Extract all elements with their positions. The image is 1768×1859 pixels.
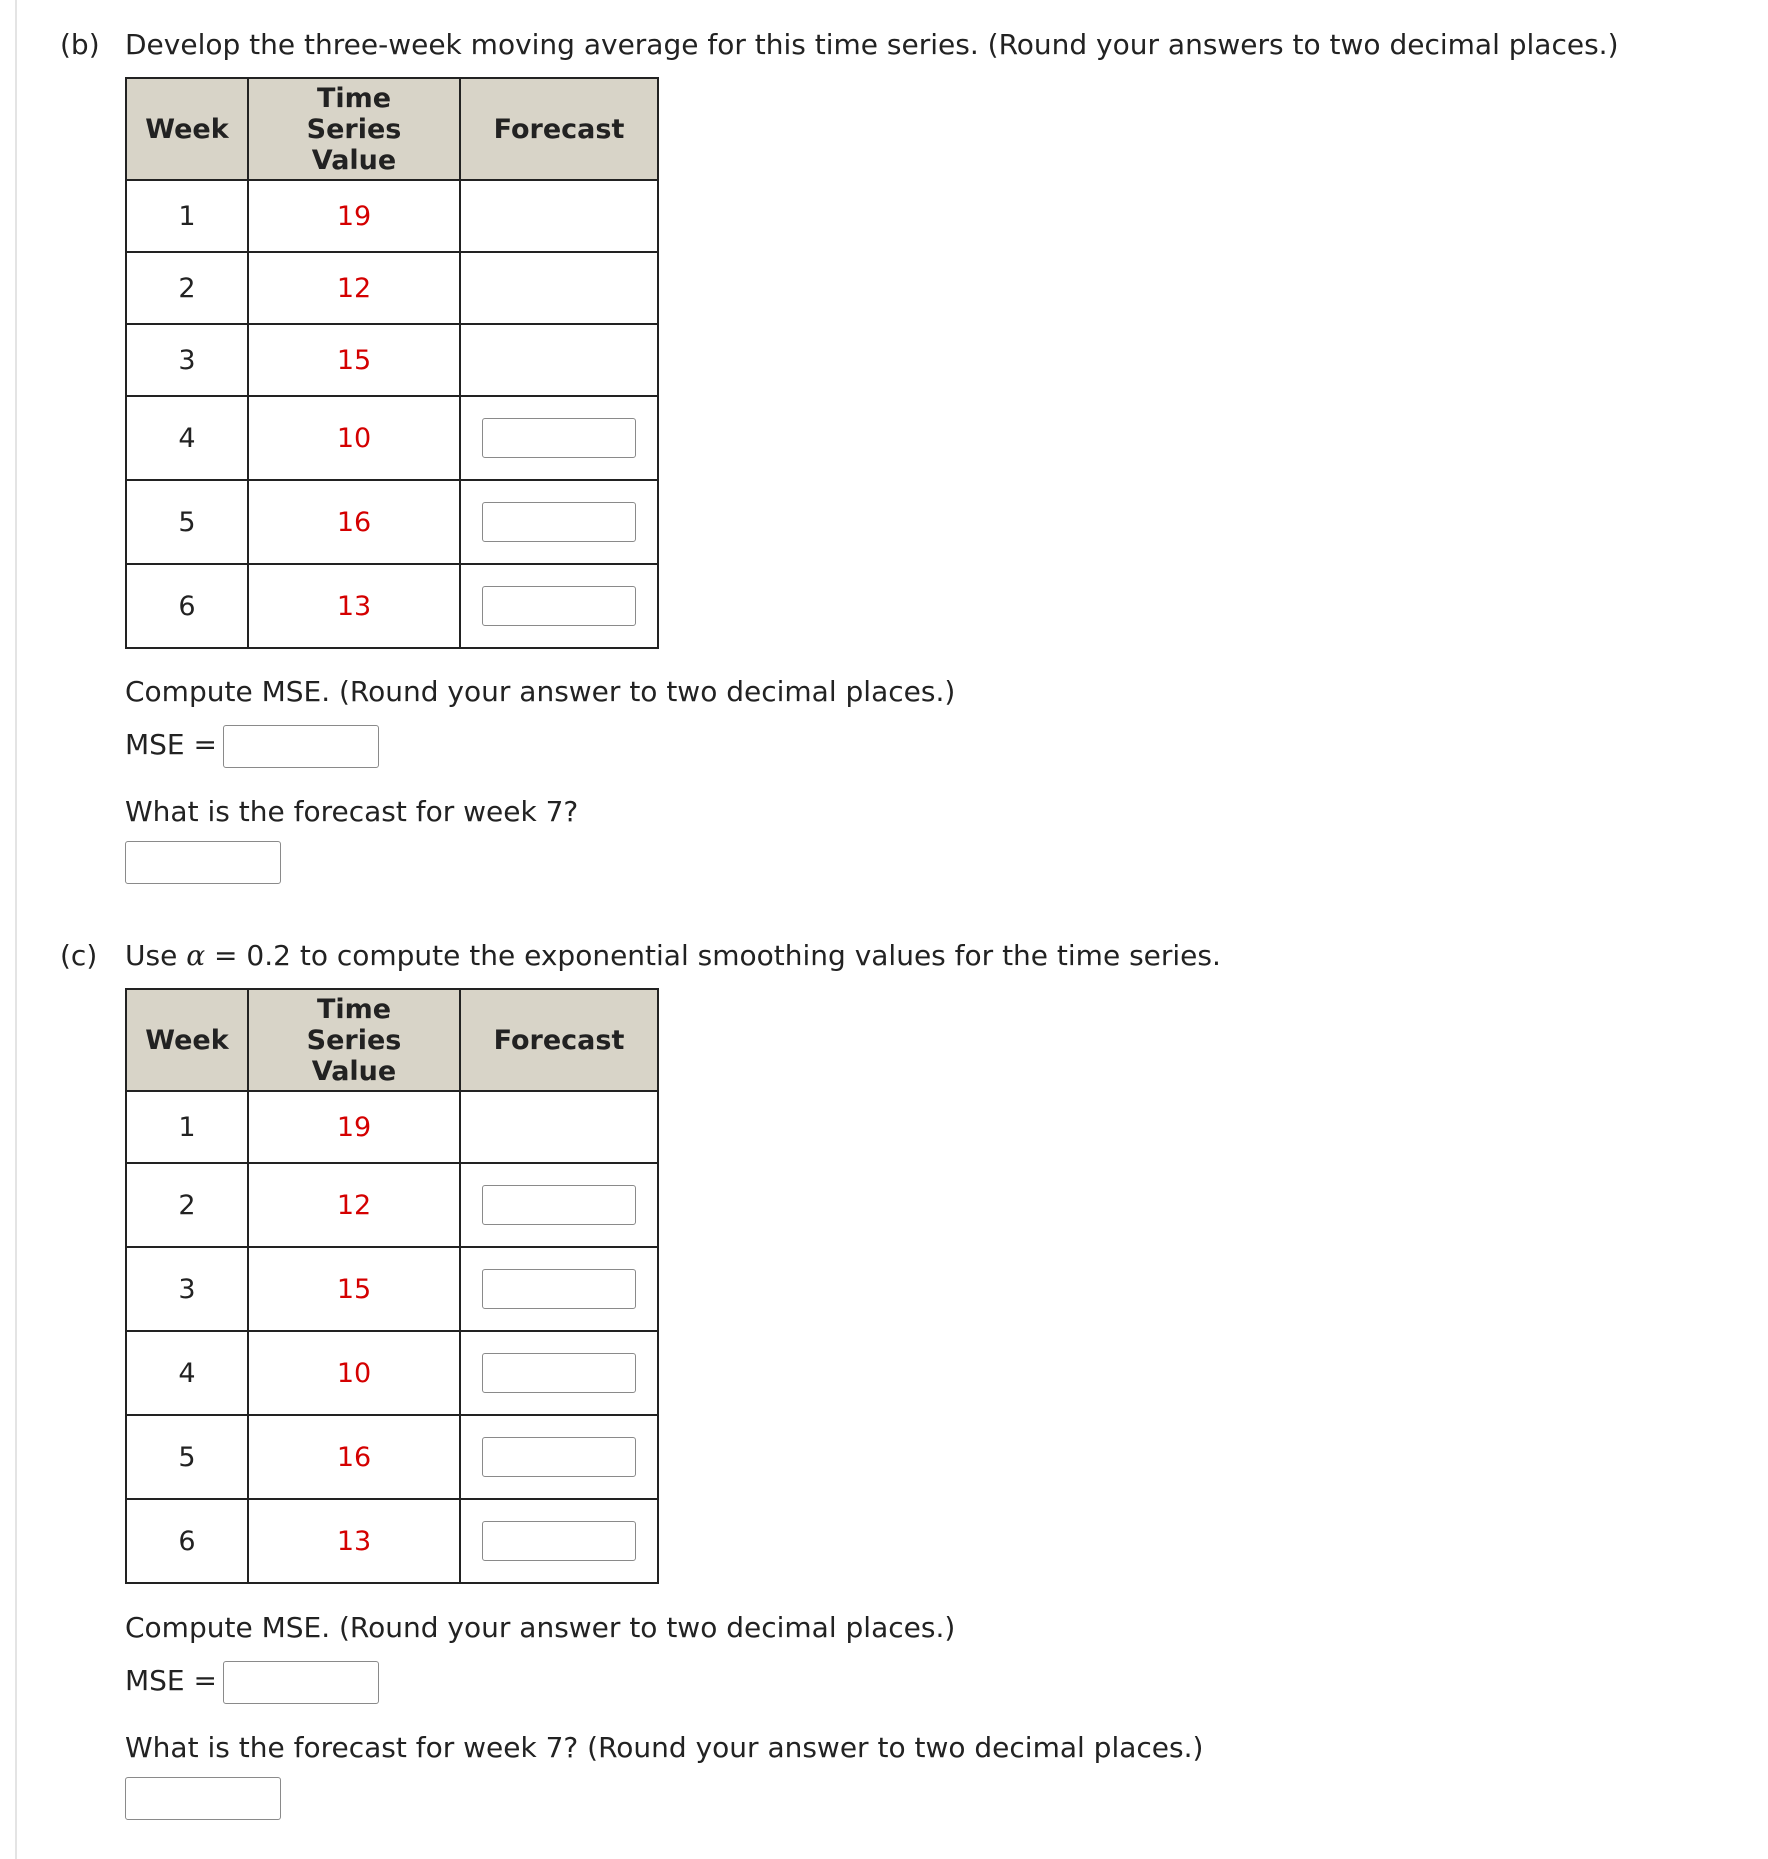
value-cell: 10 [248,1331,460,1415]
header-time-series-value-label: Time Series Value [306,993,402,1087]
forecast-input-week-5[interactable] [482,502,636,542]
header-time-series-value [248,78,460,180]
week-cell: 3 [126,1247,248,1331]
part-b-mse-prompt: Compute MSE. (Round your answer to two decimal places.) [125,675,956,708]
forecast-cell [460,1331,658,1415]
forecast-cell [460,396,658,480]
week-cell: 6 [126,564,248,648]
part-b-mse-label: MSE = [125,728,217,761]
forecast-input-week-6[interactable] [482,586,636,626]
value-cell: 16 [248,1415,460,1499]
forecast-cell-empty [460,1091,658,1163]
part-c-mse-prompt: Compute MSE. (Round your answer to two decimal places.) [125,1611,956,1644]
value-cell: 12 [248,1163,460,1247]
left-margin-rule [15,0,17,1859]
week-cell: 3 [126,324,248,396]
value-cell: 10 [248,396,460,480]
part-c-prompt-suffix: = 0.2 to compute the exponential smoothing values for the time series. [214,939,1221,972]
header-week: Week [126,78,248,180]
value-cell: 15 [248,1247,460,1331]
forecast-cell [460,1247,658,1331]
value-cell: 19 [248,1091,460,1163]
week-cell: 2 [126,1163,248,1247]
week-cell: 5 [126,1415,248,1499]
value-cell: 12 [248,252,460,324]
part-c-mse-label: MSE = [125,1664,217,1697]
table-row [126,324,658,396]
value-cell: 15 [248,324,460,396]
table-row [126,480,658,564]
header-time-series-value [248,989,460,1091]
value-cell: 19 [248,180,460,252]
part-c-mse-input[interactable] [223,1661,379,1704]
table-row [126,180,658,252]
forecast-cell [460,564,658,648]
week-cell: 2 [126,252,248,324]
forecast-cell-empty [460,252,658,324]
forecast-cell [460,1415,658,1499]
part-b-label: (b) [60,28,100,61]
smoothing-input-week-5[interactable] [482,1437,636,1477]
alpha-symbol: α [186,939,206,972]
part-c-week7-input[interactable] [125,1777,281,1820]
week-cell: 1 [126,180,248,252]
header-time-series-value-label: Time Series Value [306,82,402,176]
part-c-prompt-prefix: Use [125,939,178,972]
smoothing-input-week-3[interactable] [482,1269,636,1309]
header-week: Week [126,989,248,1091]
header-forecast: Forecast [460,78,658,180]
forecast-input-week-4[interactable] [482,418,636,458]
value-cell: 13 [248,1499,460,1583]
part-b-mse-input[interactable] [223,725,379,768]
smoothing-input-week-4[interactable] [482,1353,636,1393]
smoothing-input-week-2[interactable] [482,1185,636,1225]
forecast-cell-empty [460,324,658,396]
week-cell: 1 [126,1091,248,1163]
part-c-label: (c) [60,939,98,972]
forecast-cell [460,1499,658,1583]
value-cell: 13 [248,564,460,648]
table-row [126,1163,658,1247]
week-cell: 4 [126,1331,248,1415]
smoothing-input-week-6[interactable] [482,1521,636,1561]
part-b-mse-row [125,722,379,768]
header-forecast: Forecast [460,989,658,1091]
exponential-smoothing-table [125,988,659,1584]
table-row [126,1499,658,1583]
table-row [126,564,658,648]
part-b-prompt: Develop the three-week moving average for this time series. (Round your answers to two decimal places.) [125,28,1619,61]
week-cell: 6 [126,1499,248,1583]
part-c-mse-row [125,1658,379,1704]
table-row [126,252,658,324]
week-cell: 4 [126,396,248,480]
part-b-week7-input[interactable] [125,841,281,884]
part-b-week7-prompt: What is the forecast for week 7? [125,795,579,828]
forecast-cell [460,1163,658,1247]
week-cell: 5 [126,480,248,564]
table-row [126,1415,658,1499]
table-row [126,396,658,480]
part-c-week7-prompt: What is the forecast for week 7? (Round your answer to two decimal places.) [125,1731,1204,1764]
forecast-cell [460,480,658,564]
table-row [126,1247,658,1331]
table-row [126,1091,658,1163]
part-c-prompt [125,936,1221,976]
moving-average-table [125,77,659,649]
table-row [126,1331,658,1415]
value-cell: 16 [248,480,460,564]
forecast-cell-empty [460,180,658,252]
